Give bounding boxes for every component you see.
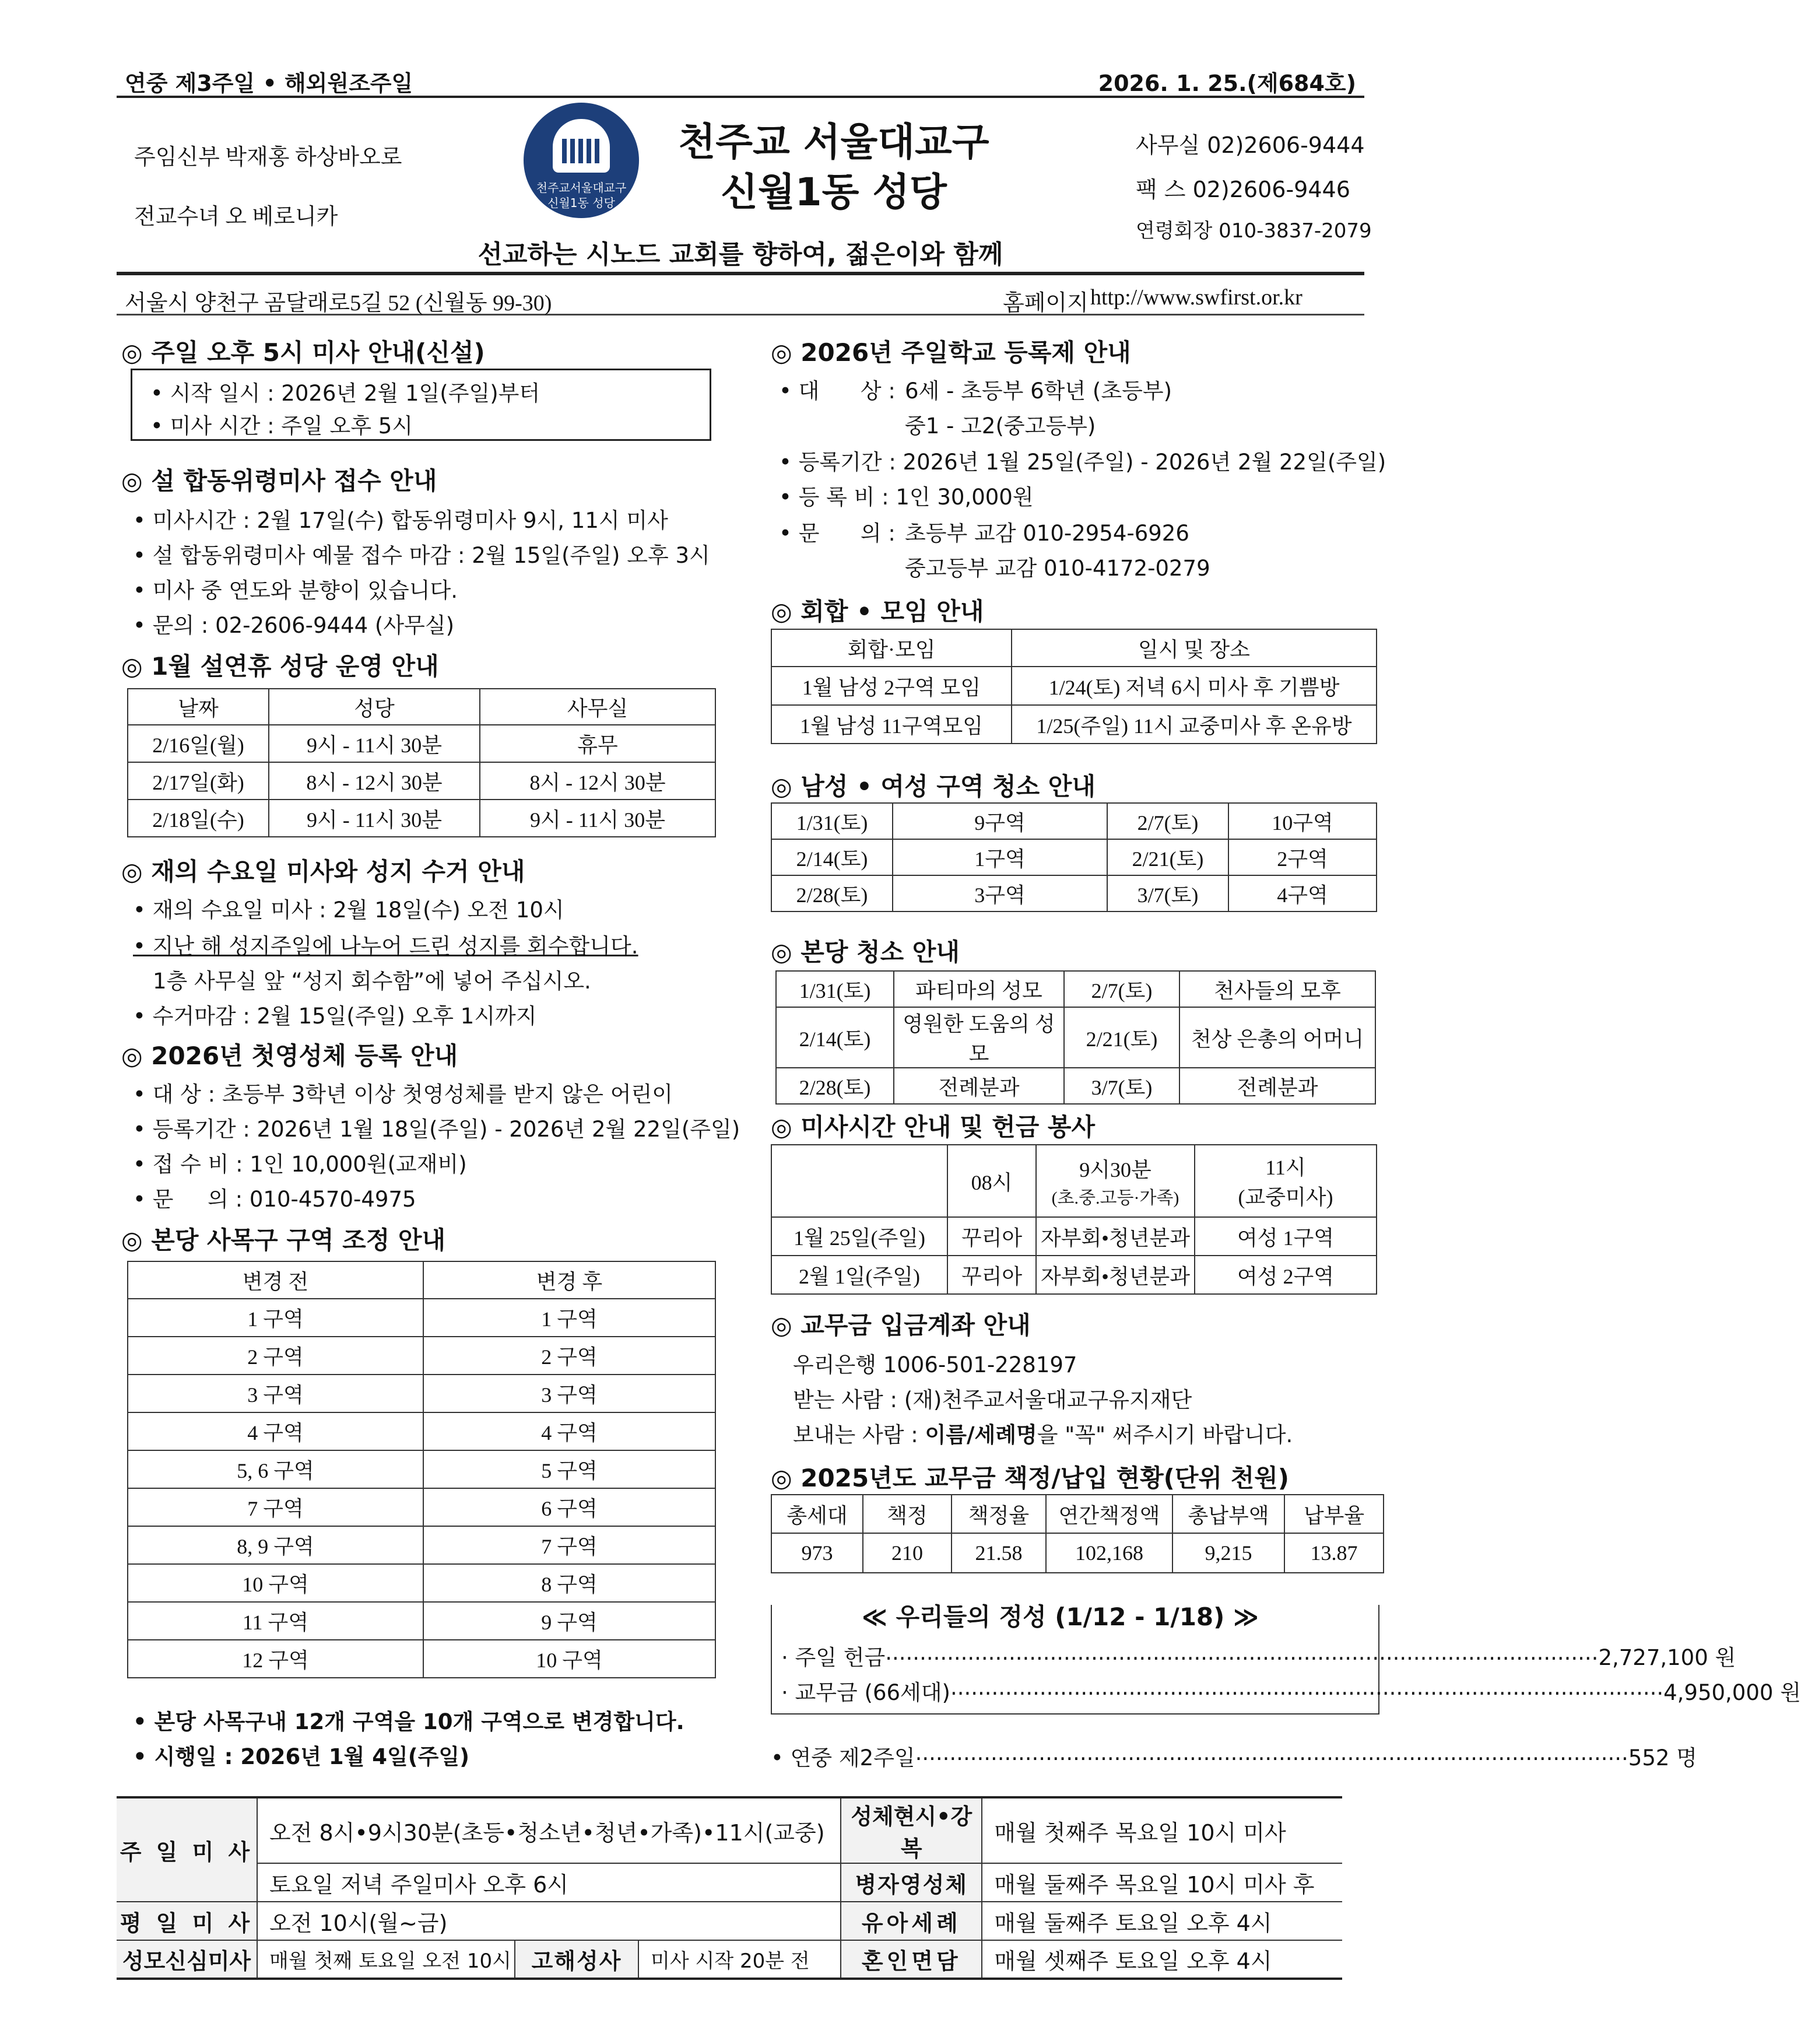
account-sender-post: 을 "꼭" 써주시기 바랍니다.: [1037, 1422, 1293, 1447]
section-sunday-school-title: ◎ 2026년 주일학교 등록제 안내: [771, 338, 1131, 367]
offering-header-930: [1036, 1145, 1195, 1217]
memorial-item-2: • 설 합동위령미사 예물 접수 마감 : 2월 15일(주일) 오후 3시: [133, 538, 710, 569]
confession-label: 고해성사: [515, 1940, 638, 1979]
holiday-header-date: 날짜: [128, 689, 269, 725]
district-cell: 10 구역: [423, 1640, 715, 1678]
logo-caption-1: 천주교서울대교구: [536, 181, 627, 195]
school-fee: • 등 록 비 : 1인 30,000원: [779, 479, 1034, 511]
adoration-value: 매월 첫째주 목요일 10시 미사: [982, 1797, 1342, 1863]
issue-date: 2026. 1. 25.(제684호): [1098, 71, 1356, 96]
offering-cell: 여성 1구역: [1195, 1217, 1377, 1256]
district-cell: 4 구역: [423, 1412, 715, 1450]
table-row: [776, 1007, 1375, 1068]
table-row: [128, 725, 715, 762]
section-district-title: ◎ 본당 사목구 구역 조정 안내: [121, 1226, 446, 1254]
district-cell: 10 구역: [128, 1564, 423, 1602]
mary-mass-value: 매월 첫째 토요일 오전 10시: [257, 1940, 515, 1979]
dot-leader: ........................................................................................................: [885, 1640, 1599, 1665]
district-cell: 3 구역: [128, 1375, 423, 1412]
church-cleaning-cell: 1/31(토): [776, 971, 894, 1007]
dues-header: 총납부액: [1172, 1495, 1284, 1533]
cleaning-cell: 2/28(토): [771, 875, 893, 911]
dot-leader: ........................................................................................................: [950, 1675, 1664, 1700]
church-cleaning-cell: 2/28(토): [776, 1068, 894, 1104]
offering-cell: 1월 25일(주일): [771, 1217, 947, 1256]
marriage-value: 매월 셋째주 토요일 오후 4시: [982, 1940, 1342, 1979]
cleaning-cell: 1/31(토): [771, 803, 893, 839]
holiday-cell: 휴무: [480, 725, 715, 762]
offering-header-11-time: 11시: [1265, 1156, 1306, 1179]
table-row: [128, 1412, 715, 1450]
offering-cell: 꾸리아: [947, 1217, 1036, 1256]
district-cell: 9 구역: [423, 1602, 715, 1640]
table-row: [128, 1488, 715, 1526]
district-cell: 4 구역: [128, 1412, 423, 1450]
chairman-phone: 연령회장 010-3837-2079: [1136, 219, 1372, 243]
sister-name: 전교수녀 오 베로니카: [134, 205, 338, 229]
offering-line-1-value: 2,727,100 원: [1598, 1645, 1736, 1670]
marriage-label: 혼인면담: [841, 1940, 982, 1979]
district-cell: 1 구역: [423, 1299, 715, 1337]
district-cell: 12 구역: [128, 1640, 423, 1678]
district-cell: 2 구역: [423, 1337, 715, 1375]
address-row: [117, 279, 1364, 315]
communion-item-1: • 대 상 : 초등부 3학년 이상 첫영성체를 받지 않은 어린이: [133, 1077, 673, 1108]
sunday-mass-label: 주 일 미 사: [117, 1797, 257, 1902]
mass-schedule-table: [117, 1796, 1342, 1980]
holiday-cell: 9시 - 11시 30분: [269, 800, 480, 837]
infant-baptism-value: 매월 둘째주 토요일 오후 4시: [982, 1902, 1342, 1940]
church-cleaning-cell: 2/7(토): [1064, 971, 1179, 1007]
memorial-item-4: • 문의 : 02-2606-9444 (사무실): [133, 608, 454, 639]
table-row: [776, 1068, 1375, 1104]
dues-table: [771, 1494, 1384, 1573]
dues-cell: 13.87: [1284, 1533, 1384, 1573]
mary-mass-label: 성모신심미사: [117, 1940, 257, 1979]
offering-service-table: [771, 1144, 1377, 1295]
offering-cell: 여성 2구역: [1195, 1256, 1377, 1294]
church-cleaning-cell: 3/7(토): [1064, 1068, 1179, 1104]
section-account-title: ◎ 교무금 입금계좌 안내: [771, 1311, 1031, 1340]
offering-line-1: [781, 1640, 1736, 1671]
section-church-cleaning-title: ◎ 본당 청소 안내: [771, 938, 960, 966]
church-cleaning-cell: 천상 은총의 어머니: [1179, 1007, 1375, 1068]
church-cleaning-cell: 2/21(토): [1064, 1007, 1179, 1068]
section-memorial-mass-title: ◎ 설 합동위령미사 접수 안내: [121, 467, 437, 495]
table-row: [771, 839, 1377, 875]
table-row: [128, 1450, 715, 1488]
district-table: [127, 1261, 716, 1678]
section-sunday-5pm-title: ◎ 주일 오후 5시 미사 안내(신설): [121, 338, 485, 367]
district-note-2: • 시행일 : 2026년 1월 4일(주일): [133, 1739, 469, 1770]
holiday-cell: 2/17일(화): [128, 762, 269, 800]
table-row: [128, 1640, 715, 1678]
district-header-before: 변경 전: [128, 1261, 423, 1299]
district-cell: 8 구역: [423, 1564, 715, 1602]
dues-cell: 973: [771, 1533, 863, 1573]
table-row: [128, 762, 715, 800]
logo-caption-2: 신월1동 성당: [547, 196, 615, 210]
section-first-communion-title: ◎ 2026년 첫영성체 등록 안내: [121, 1042, 458, 1070]
table-row: [771, 1533, 1384, 1573]
table-row: [128, 1526, 715, 1564]
memorial-item-3: • 미사 중 연도와 분향이 있습니다.: [133, 573, 458, 604]
offering-line-3-label: • 연중 제2주일: [771, 1745, 915, 1770]
ash-item-2-detail: 1층 사무실 앞 “성지 회수함”에 넣어 주십시오.: [153, 969, 591, 994]
meetings-header-time: 일시 및 장소: [1012, 629, 1377, 667]
dues-header: 납부율: [1284, 1495, 1384, 1533]
offering-cell: 꾸리아: [947, 1256, 1036, 1294]
ash-item-3: • 수거마감 : 2월 15일(주일) 오후 1시까지: [133, 998, 537, 1030]
holiday-cell: 9시 - 11시 30분: [480, 800, 715, 837]
weekday-mass-label: 평 일 미 사: [117, 1902, 257, 1940]
cleaning-cell: 2/7(토): [1107, 803, 1228, 839]
meetings-cell: 1월 남성 2구역 모임: [771, 667, 1012, 705]
section-mass-offering-title: ◎ 미사시간 안내 및 헌금 봉사: [771, 1113, 1096, 1141]
church-cleaning-cell: 2/14(토): [776, 1007, 894, 1068]
offering-header-930-time: 9시30분: [1079, 1158, 1151, 1181]
meetings-header-name: 회합·모임: [771, 629, 1012, 667]
district-cell: 11 구역: [128, 1602, 423, 1640]
district-cell: 5, 6 구역: [128, 1450, 423, 1488]
holiday-header-church: 성당: [269, 689, 480, 725]
table-row: [128, 1564, 715, 1602]
communion-item-3: • 접 수 비 : 1인 10,000원(교재비): [133, 1147, 467, 1178]
liturgical-week: 연중 제3주일 • 해외원조주일: [125, 71, 413, 96]
account-sender-pre: 보내는 사람 :: [793, 1422, 925, 1447]
meetings-table: [771, 629, 1377, 744]
sick-communion-value: 매월 둘째주 목요일 10시 미사 후: [982, 1863, 1342, 1902]
holiday-header-office: 사무실: [480, 689, 715, 725]
account-receiver: 받는 사람 : (재)천주교서울대교구유지재단: [793, 1387, 1192, 1412]
cleaning-cell: 2/21(토): [1107, 839, 1228, 875]
district-note-1: • 본당 사목구내 12개 구역을 10개 구역으로 변경합니다.: [133, 1704, 684, 1736]
offering-cell: 자부회•청년분과: [1036, 1217, 1195, 1256]
slogan: 선교하는 시노드 교회를 향하여, 젊은이와 함께: [478, 240, 1003, 269]
ash-item-1: • 재의 수요일 미사 : 2월 18일(수) 오전 10시: [133, 892, 564, 924]
offering-header-8: 08시: [947, 1145, 1036, 1217]
table-row: [128, 1299, 715, 1337]
school-target-1: 6세 - 초등부 6학년 (초등부): [905, 378, 1172, 404]
holiday-cell: 2/18일(수): [128, 800, 269, 837]
communion-item-4: • 문 의 : 010-4570-4975: [133, 1181, 416, 1213]
offering-header-empty: [771, 1145, 947, 1217]
church-cleaning-cell: 전례분과: [894, 1068, 1064, 1104]
church-cleaning-cell: 영원한 도움의 성모: [894, 1007, 1064, 1068]
district-cell: 7 구역: [423, 1526, 715, 1564]
section-ash-wednesday-title: ◎ 재의 수요일 미사와 성지 수거 안내: [121, 857, 525, 886]
dues-cell: 21.58: [952, 1533, 1046, 1573]
offering-line-1-label: · 주일 헌금: [781, 1645, 886, 1670]
sick-communion-label: 병자영성체: [841, 1863, 982, 1902]
district-cell: 7 구역: [128, 1488, 423, 1526]
cleaning-cell: 3구역: [893, 875, 1107, 911]
offering-header-11-note: (교중미사): [1238, 1186, 1333, 1209]
school-contact-2: 중고등부 교감 010-4172-0279: [905, 556, 1210, 581]
table-row: [128, 1337, 715, 1375]
table-row: [776, 971, 1375, 1007]
homepage-label: 홈페이지: [1003, 291, 1089, 315]
offering-cell: 자부회•청년분과: [1036, 1256, 1195, 1294]
cleaning-cell: 2/14(토): [771, 839, 893, 875]
pastor-name: 주임신부 박재홍 하상바오로: [134, 145, 402, 170]
district-cell: 3 구역: [423, 1375, 715, 1412]
school-target-label: • 대 상 :: [779, 373, 896, 405]
offering-line-2-value: 4,950,000 원: [1663, 1680, 1801, 1705]
school-target-2: 중1 - 고2(중고등부): [905, 413, 1096, 439]
district-cell: 8, 9 구역: [128, 1526, 423, 1564]
cleaning-cell: 10구역: [1228, 803, 1377, 839]
offering-line-3: [771, 1740, 1697, 1772]
church-name-line1: 천주교 서울대교구: [678, 120, 989, 164]
cleaning-cell: 1구역: [893, 839, 1107, 875]
cleaning-cell: 3/7(토): [1107, 875, 1228, 911]
district-cell: 1 구역: [128, 1299, 423, 1337]
district-cell: 6 구역: [423, 1488, 715, 1526]
offering-line-2: [781, 1675, 1801, 1706]
memorial-item-1: • 미사시간 : 2월 17일(수) 합동위령미사 9시, 11시 미사: [133, 503, 668, 534]
section-dues-title: ◎ 2025년도 교무금 책정/납입 현황(단위 천원): [771, 1464, 1289, 1492]
sunday-5pm-start: • 시작 일시 : 2026년 2월 1일(주일)부터: [150, 376, 540, 407]
dues-cell: 210: [863, 1533, 952, 1573]
church-cleaning-table: [775, 970, 1376, 1105]
cleaning-cell: 4구역: [1228, 875, 1377, 911]
section-meetings-title: ◎ 회합 • 모임 안내: [771, 597, 984, 626]
ash-item-2: • 지난 해 성지주일에 나누어 드린 성지를 회수합니다.: [133, 928, 638, 960]
table-row: [128, 800, 715, 837]
church-name-line2: 신월1동 성당: [721, 170, 947, 215]
cleaning-cell: 9구역: [893, 803, 1107, 839]
offering-header-930-note: (초.중.고등·가족): [1051, 1188, 1179, 1208]
church-cleaning-cell: 전례분과: [1179, 1068, 1375, 1104]
top-banner: [117, 63, 1364, 98]
school-period: • 등록기간 : 2026년 1월 25일(주일) - 2026년 2월 22일(주일): [779, 444, 1386, 476]
table-row: [771, 1256, 1377, 1294]
offering-header-11: [1195, 1145, 1377, 1217]
section-district-cleaning-title: ◎ 남성 • 여성 구역 청소 안내: [771, 772, 1096, 801]
district-header-after: 변경 후: [423, 1261, 715, 1299]
holiday-cell: 9시 - 11시 30분: [269, 725, 480, 762]
adoration-label: 성체현시•강복: [841, 1797, 982, 1863]
school-contact-1: 초등부 교감 010-2954-6926: [905, 521, 1189, 546]
sunday-5pm-time: • 미사 시간 : 주일 오후 5시: [150, 408, 413, 440]
dues-header: 책정율: [952, 1495, 1046, 1533]
holiday-cell: 8시 - 12시 30분: [269, 762, 480, 800]
table-row: [771, 667, 1377, 705]
communion-item-2: • 등록기간 : 2026년 1월 18일(주일) - 2026년 2월 22일(주일): [133, 1112, 740, 1143]
offering-line-2-label: · 교무금 (66세대): [781, 1680, 950, 1705]
holiday-table: [127, 688, 716, 837]
dues-header: 연간책정액: [1046, 1495, 1172, 1533]
account-sender-bold: 이름/세례명: [925, 1422, 1037, 1447]
section-holiday-title: ◎ 1월 설연휴 성당 운영 안내: [121, 652, 439, 681]
offering-summary-title: ≪ 우리들의 정성 (1/12 - 1/18) ≫: [857, 1598, 1263, 1633]
sunday-mass-2: 토요일 저녁 주일미사 오후 6시: [257, 1863, 841, 1902]
homepage-link[interactable]: http://www.swfirst.or.kr: [1090, 285, 1303, 310]
offering-line-3-value: 552 명: [1628, 1745, 1697, 1770]
logo-pipes-icon: [562, 139, 601, 163]
header-divider: [117, 272, 1364, 275]
district-cell: 5 구역: [423, 1450, 715, 1488]
dues-header: 책정: [863, 1495, 952, 1533]
account-sender: [793, 1417, 1293, 1449]
infant-baptism-label: 유아세례: [841, 1902, 982, 1940]
account-bank: 우리은행 1006-501-228197: [793, 1352, 1077, 1377]
table-row: [128, 1375, 715, 1412]
sunday-mass-1: 오전 8시•9시30분(초등•청소년•청년•가족)•11시(교중): [257, 1797, 841, 1863]
holiday-cell: 2/16일(월): [128, 725, 269, 762]
meetings-cell: 1/25(주일) 11시 교중미사 후 온유방: [1012, 705, 1377, 744]
church-address: 서울시 양천구 곰달래로5길 52 (신월동 99-30): [125, 291, 552, 315]
confession-value: 미사 시작 20분 전: [638, 1940, 841, 1979]
meetings-cell: 1월 남성 11구역모임: [771, 705, 1012, 744]
table-row: [771, 705, 1377, 744]
dues-cell: 9,215: [1172, 1533, 1284, 1573]
weekday-mass-value: 오전 10시(월~금): [257, 1902, 841, 1940]
table-row: [771, 803, 1377, 839]
church-cleaning-cell: 천사들의 모후: [1179, 971, 1375, 1007]
dues-header: 총세대: [771, 1495, 863, 1533]
cleaning-cell: 2구역: [1228, 839, 1377, 875]
table-row: [128, 1602, 715, 1640]
offering-cell: 2월 1일(주일): [771, 1256, 947, 1294]
church-cleaning-cell: 파티마의 성모: [894, 971, 1064, 1007]
dues-cell: 102,168: [1046, 1533, 1172, 1573]
table-row: [771, 1217, 1377, 1256]
holiday-cell: 8시 - 12시 30분: [480, 762, 715, 800]
office-phone: 사무실 02)2606-9444: [1136, 132, 1365, 158]
meetings-cell: 1/24(토) 저녁 6시 미사 후 기쁨방: [1012, 667, 1377, 705]
school-contact-label: • 문 의 :: [779, 516, 896, 547]
fax-number: 팩 스 02)2606-9446: [1136, 177, 1350, 202]
district-cleaning-table: [771, 802, 1377, 912]
dot-leader: ........................................................................................................: [915, 1740, 1628, 1765]
district-cell: 2 구역: [128, 1337, 423, 1375]
church-logo: [524, 103, 639, 218]
table-row: [771, 875, 1377, 911]
